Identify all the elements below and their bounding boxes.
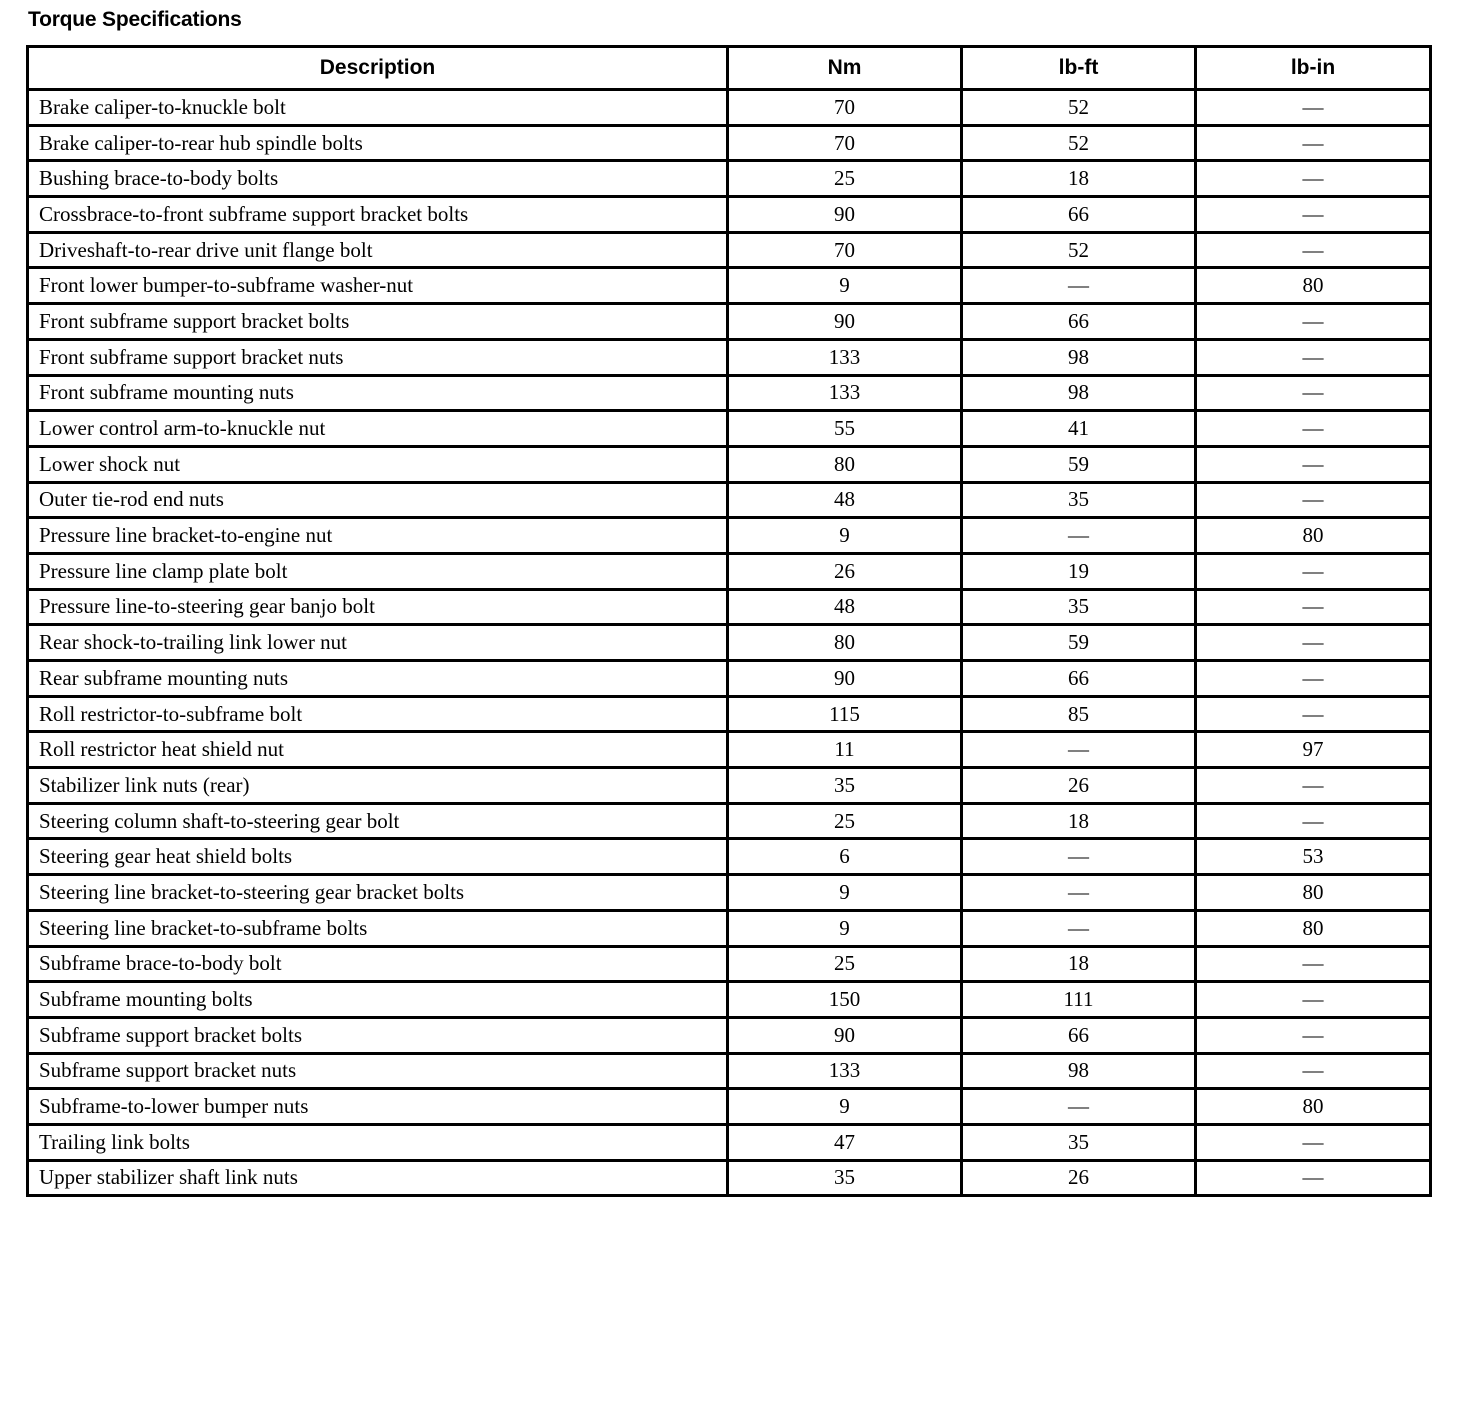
description-cell: Pressure line bracket-to-engine nut [28, 518, 728, 554]
lb-in-cell: 53 [1196, 839, 1431, 875]
lb-in-cell: — [1196, 125, 1431, 161]
table-row [28, 1017, 1431, 1053]
table-row [28, 803, 1431, 839]
lb-in-cell: 80 [1196, 875, 1431, 911]
lb-in-cell: — [1196, 161, 1431, 197]
table-row [28, 696, 1431, 732]
lb-in-cell: 80 [1196, 518, 1431, 554]
lb-in-cell: — [1196, 375, 1431, 411]
lb-in-cell: — [1196, 661, 1431, 697]
table-row [28, 1124, 1431, 1160]
table-row [28, 90, 1431, 126]
nm-cell: 25 [728, 946, 962, 982]
lb-in-cell: — [1196, 482, 1431, 518]
lb-in-cell: — [1196, 696, 1431, 732]
lb-ft-cell: 59 [962, 446, 1196, 482]
lb-in-cell: — [1196, 339, 1431, 375]
table-row [28, 553, 1431, 589]
lb-ft-cell: 52 [962, 125, 1196, 161]
lb-ft-cell: 66 [962, 661, 1196, 697]
nm-cell: 47 [728, 1124, 962, 1160]
lb-ft-cell: 41 [962, 411, 1196, 447]
lb-in-cell: — [1196, 304, 1431, 340]
lb-in-cell: 80 [1196, 910, 1431, 946]
lb-in-cell: 97 [1196, 732, 1431, 768]
description-cell: Upper stabilizer shaft link nuts [28, 1160, 728, 1196]
lb-ft-cell: 111 [962, 982, 1196, 1018]
lb-in-cell: 80 [1196, 268, 1431, 304]
table-row [28, 661, 1431, 697]
description-cell: Roll restrictor heat shield nut [28, 732, 728, 768]
lb-in-cell: — [1196, 553, 1431, 589]
nm-cell: 90 [728, 661, 962, 697]
nm-cell: 11 [728, 732, 962, 768]
description-cell: Subframe-to-lower bumper nuts [28, 1089, 728, 1125]
lb-ft-cell: 52 [962, 232, 1196, 268]
description-cell: Subframe support bracket bolts [28, 1017, 728, 1053]
description-cell: Lower shock nut [28, 446, 728, 482]
lb-in-cell: — [1196, 197, 1431, 233]
lb-in-cell: 80 [1196, 1089, 1431, 1125]
nm-cell: 133 [728, 375, 962, 411]
description-cell: Front subframe support bracket nuts [28, 339, 728, 375]
lb-in-cell: — [1196, 1017, 1431, 1053]
lb-ft-cell: 18 [962, 161, 1196, 197]
lb-ft-cell: 66 [962, 304, 1196, 340]
table-row [28, 768, 1431, 804]
lb-ft-cell: — [962, 1089, 1196, 1125]
nm-cell: 35 [728, 768, 962, 804]
lb-in-cell: — [1196, 90, 1431, 126]
nm-cell: 133 [728, 339, 962, 375]
lb-ft-cell: 59 [962, 625, 1196, 661]
description-cell: Rear shock-to-trailing link lower nut [28, 625, 728, 661]
lb-ft-cell: — [962, 875, 1196, 911]
lb-in-cell: — [1196, 946, 1431, 982]
lb-ft-cell: — [962, 732, 1196, 768]
nm-cell: 48 [728, 482, 962, 518]
lb-ft-cell: 18 [962, 803, 1196, 839]
table-row [28, 982, 1431, 1018]
description-cell: Pressure line clamp plate bolt [28, 553, 728, 589]
lb-ft-cell: — [962, 839, 1196, 875]
description-cell: Outer tie-rod end nuts [28, 482, 728, 518]
description-cell: Front lower bumper-to-subframe washer-nut [28, 268, 728, 304]
lb-ft-cell: 98 [962, 1053, 1196, 1089]
nm-cell: 133 [728, 1053, 962, 1089]
description-cell: Subframe support bracket nuts [28, 1053, 728, 1089]
torque-spec-table [26, 45, 1432, 1197]
lb-in-cell: — [1196, 1124, 1431, 1160]
description-cell: Brake caliper-to-rear hub spindle bolts [28, 125, 728, 161]
lb-ft-cell: 19 [962, 553, 1196, 589]
table-row [28, 232, 1431, 268]
table-row [28, 161, 1431, 197]
nm-cell: 80 [728, 446, 962, 482]
lb-in-cell: — [1196, 803, 1431, 839]
description-cell: Lower control arm-to-knuckle nut [28, 411, 728, 447]
lb-ft-cell: 26 [962, 1160, 1196, 1196]
table-row [28, 411, 1431, 447]
table-row [28, 339, 1431, 375]
nm-cell: 25 [728, 803, 962, 839]
table-row [28, 375, 1431, 411]
description-cell: Front subframe support bracket bolts [28, 304, 728, 340]
description-cell: Bushing brace-to-body bolts [28, 161, 728, 197]
nm-cell: 48 [728, 589, 962, 625]
table-row [28, 839, 1431, 875]
column-header-lb-ft: lb-ft [962, 47, 1196, 90]
lb-in-cell: — [1196, 982, 1431, 1018]
table-row [28, 268, 1431, 304]
lb-ft-cell: 35 [962, 589, 1196, 625]
lb-ft-cell: 35 [962, 482, 1196, 518]
description-cell: Stabilizer link nuts (rear) [28, 768, 728, 804]
description-cell: Driveshaft-to-rear drive unit flange bolt [28, 232, 728, 268]
description-cell: Pressure line-to-steering gear banjo bolt [28, 589, 728, 625]
lb-ft-cell: 18 [962, 946, 1196, 982]
nm-cell: 9 [728, 1089, 962, 1125]
lb-ft-cell: 35 [962, 1124, 1196, 1160]
table-row [28, 875, 1431, 911]
nm-cell: 25 [728, 161, 962, 197]
nm-cell: 6 [728, 839, 962, 875]
lb-ft-cell: 98 [962, 339, 1196, 375]
nm-cell: 70 [728, 232, 962, 268]
lb-in-cell: — [1196, 232, 1431, 268]
nm-cell: 90 [728, 304, 962, 340]
table-row [28, 482, 1431, 518]
lb-ft-cell: — [962, 268, 1196, 304]
description-cell: Steering gear heat shield bolts [28, 839, 728, 875]
table-row [28, 946, 1431, 982]
nm-cell: 90 [728, 1017, 962, 1053]
lb-in-cell: — [1196, 1160, 1431, 1196]
description-cell: Front subframe mounting nuts [28, 375, 728, 411]
lb-in-cell: — [1196, 768, 1431, 804]
nm-cell: 90 [728, 197, 962, 233]
lb-ft-cell: 52 [962, 90, 1196, 126]
lb-in-cell: — [1196, 411, 1431, 447]
column-header-nm: Nm [728, 47, 962, 90]
nm-cell: 55 [728, 411, 962, 447]
description-cell: Brake caliper-to-knuckle bolt [28, 90, 728, 126]
lb-in-cell: — [1196, 625, 1431, 661]
nm-cell: 70 [728, 90, 962, 126]
description-cell: Steering column shaft-to-steering gear bolt [28, 803, 728, 839]
description-cell: Rear subframe mounting nuts [28, 661, 728, 697]
table-row [28, 518, 1431, 554]
lb-in-cell: — [1196, 446, 1431, 482]
header-row [28, 47, 1431, 90]
lb-ft-cell: 98 [962, 375, 1196, 411]
table-row [28, 1089, 1431, 1125]
table-body [28, 90, 1431, 1196]
lb-ft-cell: 85 [962, 696, 1196, 732]
lb-ft-cell: 66 [962, 197, 1196, 233]
page-title: Torque Specifications [28, 8, 242, 31]
description-cell: Steering line bracket-to-subframe bolts [28, 910, 728, 946]
nm-cell: 9 [728, 875, 962, 911]
description-cell: Roll restrictor-to-subframe bolt [28, 696, 728, 732]
lb-ft-cell: — [962, 518, 1196, 554]
lb-in-cell: — [1196, 589, 1431, 625]
lb-in-cell: — [1196, 1053, 1431, 1089]
nm-cell: 9 [728, 518, 962, 554]
nm-cell: 26 [728, 553, 962, 589]
nm-cell: 115 [728, 696, 962, 732]
nm-cell: 70 [728, 125, 962, 161]
nm-cell: 80 [728, 625, 962, 661]
column-header-lb-in: lb-in [1196, 47, 1431, 90]
description-cell: Subframe mounting bolts [28, 982, 728, 1018]
table-row [28, 197, 1431, 233]
nm-cell: 150 [728, 982, 962, 1018]
table-row [28, 589, 1431, 625]
lb-ft-cell: 66 [962, 1017, 1196, 1053]
nm-cell: 9 [728, 910, 962, 946]
table-row [28, 1053, 1431, 1089]
table-row [28, 304, 1431, 340]
description-cell: Trailing link bolts [28, 1124, 728, 1160]
lb-ft-cell: — [962, 910, 1196, 946]
table-row [28, 625, 1431, 661]
column-header-description: Description [28, 47, 728, 90]
table-row [28, 910, 1431, 946]
description-cell: Steering line bracket-to-steering gear bracket bolts [28, 875, 728, 911]
table-row [28, 125, 1431, 161]
table-row [28, 446, 1431, 482]
description-cell: Subframe brace-to-body bolt [28, 946, 728, 982]
description-cell: Crossbrace-to-front subframe support bracket bolts [28, 197, 728, 233]
nm-cell: 35 [728, 1160, 962, 1196]
table-row [28, 732, 1431, 768]
nm-cell: 9 [728, 268, 962, 304]
lb-ft-cell: 26 [962, 768, 1196, 804]
table-row [28, 1160, 1431, 1196]
